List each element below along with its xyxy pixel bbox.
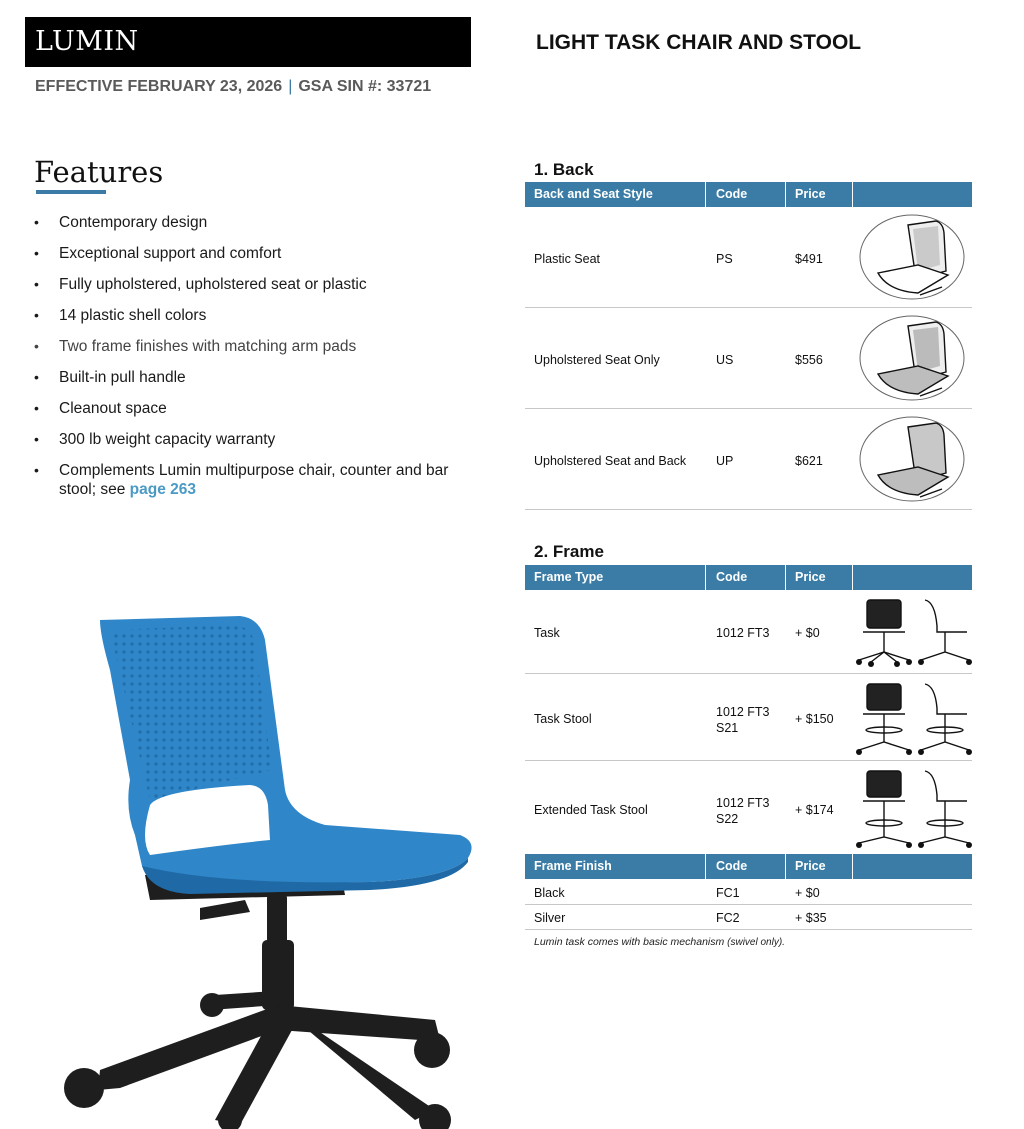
table-row — [525, 674, 972, 761]
back-style-cell: Plastic Seat — [534, 252, 601, 266]
frame-table-header — [525, 565, 972, 590]
col-back-style: Back and Seat Style — [534, 187, 653, 201]
code-cell: UP — [716, 454, 734, 468]
col-code: Code — [716, 187, 748, 201]
code-line-2: S22 — [716, 812, 739, 826]
upholstered-seat-thumbnail — [858, 314, 966, 402]
table-row — [525, 905, 972, 930]
feature-item — [34, 430, 464, 449]
brand-bar — [25, 17, 471, 67]
back-table-header — [525, 182, 972, 207]
back-style-cell: Upholstered Seat Only — [534, 353, 660, 367]
gsa-number: GSA SIN #: 33721 — [298, 78, 432, 95]
frame-type-cell: Extended Task Stool — [534, 803, 648, 817]
code-cell — [716, 704, 770, 736]
frame-section-heading: 2. Frame — [534, 542, 604, 561]
code-cell: PS — [716, 252, 733, 266]
bullet-icon: • — [34, 307, 39, 323]
price-cell: $621 — [795, 454, 823, 468]
bullet-icon: • — [34, 245, 39, 261]
finish-table-header — [525, 854, 972, 879]
table-row — [525, 590, 972, 674]
chair-base — [64, 868, 451, 1129]
footnote-small: (swivel only). — [727, 937, 785, 948]
feature-item — [34, 368, 464, 387]
effective-date: EFFECTIVE FEBRUARY 23, 2026 — [35, 78, 283, 95]
code-cell: FC2 — [716, 911, 740, 925]
code-cell: FC1 — [716, 886, 740, 900]
table-row — [525, 761, 972, 853]
back-section-heading: 1. Back — [534, 160, 594, 179]
header-separator: | — [288, 78, 293, 95]
col-price: Price — [795, 859, 826, 873]
features-title: Features — [34, 155, 164, 189]
feature-item — [34, 306, 464, 325]
code-cell: 1012 FT3 — [716, 626, 770, 640]
frame-type-cell: Task — [534, 626, 560, 640]
code-cell — [716, 795, 770, 827]
feature-text: 300 lb weight capacity warranty — [59, 431, 276, 448]
bullet-icon: • — [34, 276, 39, 292]
finish-cell: Silver — [534, 911, 566, 925]
feature-item — [34, 244, 464, 263]
code-line-1: 1012 FT3 — [716, 796, 770, 810]
table-row — [525, 409, 972, 510]
task-frame-thumbnail — [855, 596, 973, 668]
table-row — [525, 308, 972, 409]
col-frame-finish: Frame Finish — [534, 859, 612, 873]
code-line-1: 1012 FT3 — [716, 705, 770, 719]
col-price: Price — [795, 570, 826, 584]
price-cell: + $35 — [795, 911, 827, 925]
bullet-icon: • — [34, 369, 39, 385]
plastic-seat-thumbnail — [858, 213, 966, 301]
col-frame-type: Frame Type — [534, 570, 604, 584]
table-row — [525, 207, 972, 308]
feature-text: 14 plastic shell colors — [59, 307, 207, 324]
features-list — [34, 213, 464, 511]
price-cell: $556 — [795, 353, 823, 367]
brand-name: LUMIN — [35, 26, 139, 57]
col-price: Price — [795, 187, 826, 201]
feature-text: Cleanout space — [59, 400, 167, 417]
code-line-2: S21 — [716, 721, 739, 735]
price-cell: $491 — [795, 252, 823, 266]
col-code: Code — [716, 570, 748, 584]
chair-product-image — [40, 600, 480, 1129]
finish-cell: Black — [534, 886, 565, 900]
task-stool-thumbnail — [855, 680, 973, 756]
footnote-text: Lumin task comes with basic mechanism — [534, 936, 728, 948]
bullet-icon: • — [34, 338, 39, 354]
feature-text: Fully upholstered, upholstered seat or plastic — [59, 276, 367, 293]
code-cell: US — [716, 353, 734, 367]
bullet-icon: • — [34, 431, 39, 447]
feature-item — [34, 337, 464, 356]
feature-text: Complements Lumin multipurpose chair, counter and bar stool; see — [59, 462, 449, 498]
extended-task-stool-thumbnail — [855, 767, 973, 849]
feature-item — [34, 275, 464, 294]
table-row — [525, 880, 972, 905]
bullet-icon: • — [34, 400, 39, 416]
feature-item — [34, 461, 464, 499]
frame-type-cell: Task Stool — [534, 712, 592, 726]
feature-text: Contemporary design — [59, 214, 208, 231]
page-263-link[interactable]: page 263 — [129, 481, 197, 498]
feature-text: Two frame finishes with matching arm pads — [59, 338, 357, 355]
price-cell: + $174 — [795, 803, 834, 817]
chair-shell — [100, 616, 472, 894]
price-cell: + $150 — [795, 712, 834, 726]
feature-item — [34, 399, 464, 418]
feature-item — [34, 213, 464, 232]
price-cell: + $0 — [795, 626, 820, 640]
bullet-icon: • — [34, 214, 39, 230]
price-cell: + $0 — [795, 886, 820, 900]
feature-text: Exceptional support and comfort — [59, 245, 282, 262]
features-underline — [36, 190, 106, 194]
col-code: Code — [716, 859, 748, 873]
frame-footnote — [534, 936, 785, 948]
upholstered-seat-back-thumbnail — [858, 415, 966, 503]
feature-text: Built-in pull handle — [59, 369, 186, 386]
page-title: LIGHT TASK CHAIR AND STOOL — [536, 31, 862, 54]
back-style-cell: Upholstered Seat and Back — [534, 454, 687, 468]
effective-line — [35, 78, 431, 96]
bullet-icon: • — [34, 462, 39, 478]
